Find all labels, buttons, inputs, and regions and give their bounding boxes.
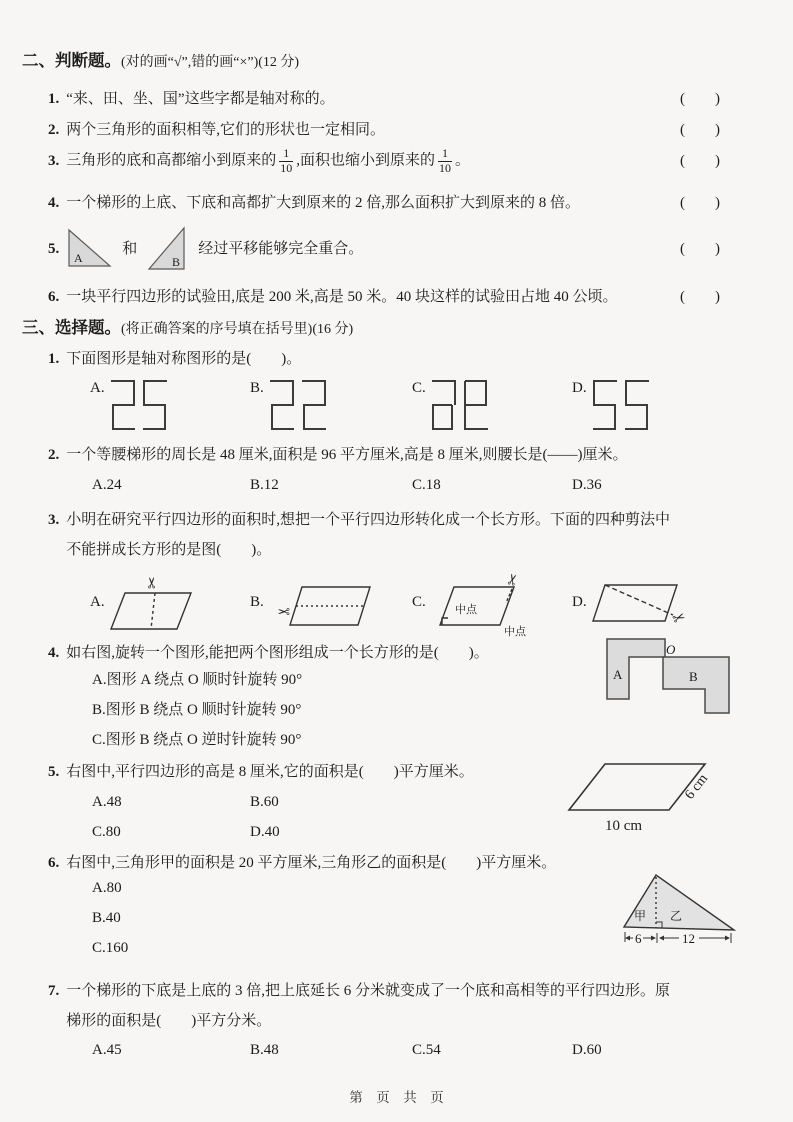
section2-instruction: (对的画“√”,错的画“×”)(12 分) (121, 55, 300, 70)
question-stem-row (48, 445, 765, 466)
fraction-numerator: 1 (438, 147, 452, 162)
digits-5-5-shape (590, 378, 652, 436)
answer-bracket: ( ) (680, 122, 720, 138)
answer-bracket: ( ) (680, 194, 720, 211)
stem-line-2: 梯形的面积是( )平方分米。 (66, 1012, 272, 1029)
question-stem-row (48, 349, 765, 370)
option-c: C.54 (412, 1041, 441, 1058)
question-number: 2. (48, 122, 60, 138)
triangle-yi-label: 乙 (670, 908, 683, 923)
option-a: A.24 (92, 476, 122, 493)
digits-2-5-shape (108, 378, 170, 436)
option-b: B.48 (250, 1041, 279, 1058)
question-text (66, 147, 672, 176)
cut-vertical-figure (107, 569, 223, 635)
text-segment: ,面积也缩小到原来的 (296, 152, 436, 169)
question-number: 3. (48, 511, 60, 528)
fraction-one-tenth (438, 147, 452, 176)
option-label: D. (572, 594, 587, 611)
triangle-jia-yi-figure (620, 869, 742, 949)
section2-title: 二、判断题。 (22, 51, 121, 70)
option-c: C.图形 B 绕点 O 逆时针旋转 90° (92, 732, 302, 749)
scissors-icon: ✂ (277, 602, 290, 621)
digits-2-2-shape (267, 378, 329, 436)
question-text (66, 226, 672, 273)
base-dimension-label: 10 cm (605, 817, 643, 834)
option-a: A.48 (92, 793, 122, 810)
question-number: 1. (48, 350, 60, 367)
option-label: A. (90, 594, 105, 611)
section2-header (22, 50, 765, 74)
option-a: A.45 (92, 1041, 122, 1058)
fraction-numerator: 1 (279, 147, 293, 162)
q3-option-c (412, 567, 572, 637)
midpoint-label-inner: 中点 (454, 603, 477, 616)
text-segment: 三角形的底和高都缩小到原来的 (66, 152, 277, 169)
option-label: A. (90, 379, 105, 396)
midpoint-label-outer: 中点 (503, 625, 526, 637)
answer-bracket: ( ) (680, 288, 720, 305)
choice-question-5 (48, 762, 765, 843)
q1-option-c (412, 378, 572, 436)
option-b: B.40 (92, 910, 121, 927)
text-segment: 。 (455, 152, 471, 169)
triangle-a-figure (66, 227, 113, 271)
question-stem: 一个等腰梯形的周长是 48 厘米,面积是 96 平方厘米,高是 8 厘米,则腰长是(——)厘米。 (66, 446, 628, 463)
question-text: 一块平行四边形的试验田,底是 200 米,高是 50 米。40 块这样的试验田占地 40 公顷。 (66, 288, 618, 305)
point-o-label: O (666, 641, 676, 657)
text-segment: 经过平移能够完全重合。 (198, 240, 364, 257)
cut-midpoint-figure (428, 567, 544, 637)
section3-instruction: (将正确答案的序号填在括号里)(16 分) (121, 321, 354, 337)
question-number: 2. (48, 446, 60, 463)
section3-title: 三、选择题。 (22, 317, 121, 337)
q7-options (92, 1040, 765, 1061)
judge-question-4 (48, 193, 765, 214)
fraction-denominator: 10 (439, 160, 452, 175)
question-text: 一个梯形的上底、下底和高都扩大到原来的 2 倍,那么面积扩大到原来的 8 倍。 (66, 194, 581, 211)
question-number: 7. (48, 982, 60, 999)
judge-question-5 (48, 226, 765, 273)
option-d: D.36 (572, 476, 602, 493)
judge-question-6 (48, 287, 765, 308)
question-number: 4. (48, 644, 60, 661)
option-b: B.60 (250, 793, 279, 810)
question-text: 两个三角形的面积相等,它们的形状也一定相同。 (66, 122, 386, 138)
answer-bracket: ( ) (680, 240, 720, 257)
question-text: “来、田、坐、国”这些字都是轴对称的。 (66, 91, 335, 107)
q1-shape-options (90, 378, 765, 436)
q5-options (92, 792, 422, 843)
choice-question-1 (48, 349, 765, 436)
answer-bracket: ( ) (680, 91, 720, 107)
option-c: C.160 (92, 940, 129, 957)
cut-horizontal-figure (266, 569, 382, 635)
fraction-one-tenth (279, 147, 293, 176)
choice-question-2 (48, 445, 765, 496)
question-stem (66, 976, 765, 1036)
side-dimension-label: 6 cm (682, 771, 712, 803)
fraction-denominator: 10 (280, 160, 293, 175)
option-b: B.12 (250, 476, 279, 493)
question-number: 4. (48, 194, 60, 211)
question-number: 5. (48, 240, 60, 257)
option-d: D.60 (572, 1041, 602, 1058)
triangle-b-label: B (172, 254, 181, 269)
option-c: C.18 (412, 476, 441, 493)
q3-option-d (572, 567, 765, 637)
shape-a-label: A (613, 666, 623, 682)
q1-option-a (90, 378, 250, 436)
q2-options (92, 475, 765, 496)
question-stem (66, 505, 765, 565)
question-number: 5. (48, 763, 60, 780)
question-stem: 如右图,旋转一个图形,能把两个图形组成一个长方形的是( )。 (66, 644, 489, 661)
question-stem-row (48, 505, 765, 565)
scissors-icon: ✂ (669, 606, 688, 629)
judge-question-3 (48, 147, 765, 176)
option-label: B. (250, 594, 264, 611)
triangle-jia-label: 甲 (634, 908, 647, 923)
text-segment: 和 (122, 240, 138, 257)
q1-option-b (250, 378, 412, 436)
option-a: A.80 (92, 880, 122, 897)
choice-question-3 (48, 505, 765, 637)
option-label: B. (250, 379, 264, 396)
shape-b-label: B (689, 668, 698, 684)
q1-option-d (572, 378, 765, 436)
cut-diagonal-figure (589, 571, 705, 633)
base-left-dimension: 6 (635, 930, 642, 946)
option-label: C. (412, 594, 426, 611)
answer-bracket: ( ) (680, 152, 720, 169)
q3-option-b (250, 567, 412, 637)
base-right-dimension: 12 (682, 930, 695, 946)
question-number: 1. (48, 91, 60, 107)
question-stem: 下面图形是轴对称图形的是( )。 (66, 350, 302, 367)
scissors-icon: ✂ (502, 570, 523, 588)
stem-line-1: 一个梯形的下底是上底的 3 倍,把上底延长 6 分米就变成了一个底和高相等的平行四边形。原 (66, 982, 671, 999)
question-number: 6. (48, 854, 60, 871)
question-stem: 右图中,三角形甲的面积是 20 平方厘米,三角形乙的面积是( )平方厘米。 (66, 854, 557, 871)
rotation-figure (603, 633, 735, 725)
judge-question-2 (48, 120, 765, 141)
stem-line-1: 小明在研究平行四边形的面积时,想把一个平行四边形转化成一个长方形。下面的四种剪法中 (66, 511, 671, 528)
choice-question-7 (48, 976, 765, 1061)
page-footer: 第 页 共 页 (349, 1090, 444, 1105)
question-stem-row (48, 976, 765, 1036)
question-number: 6. (48, 288, 60, 305)
option-d: D.40 (250, 823, 280, 840)
q3-option-a (90, 567, 250, 637)
question-number: 3. (48, 152, 60, 169)
digit-2-and-mirror-shape (429, 378, 491, 436)
option-a: A.图形 A 绕点 O 顺时针旋转 90° (92, 672, 303, 689)
option-c: C.80 (92, 823, 121, 840)
parallelogram-figure (555, 746, 760, 838)
option-label: D. (572, 379, 587, 396)
section3-header (22, 317, 765, 341)
triangle-a-label: A (74, 251, 83, 266)
scissors-icon: ✂ (142, 576, 161, 589)
choice-question-6 (48, 853, 765, 964)
triangle-b-figure (146, 226, 189, 273)
option-b: B.图形 B 绕点 O 顺时针旋转 90° (92, 702, 302, 719)
q3-cut-options (90, 567, 765, 637)
option-label: C. (412, 379, 426, 396)
choice-question-4 (48, 643, 765, 754)
question-stem: 右图中,平行四边形的高是 8 厘米,它的面积是( )平方厘米。 (66, 763, 474, 780)
judge-question-1 (48, 89, 765, 110)
stem-line-2: 不能拼成长方形的是图( )。 (66, 541, 272, 558)
